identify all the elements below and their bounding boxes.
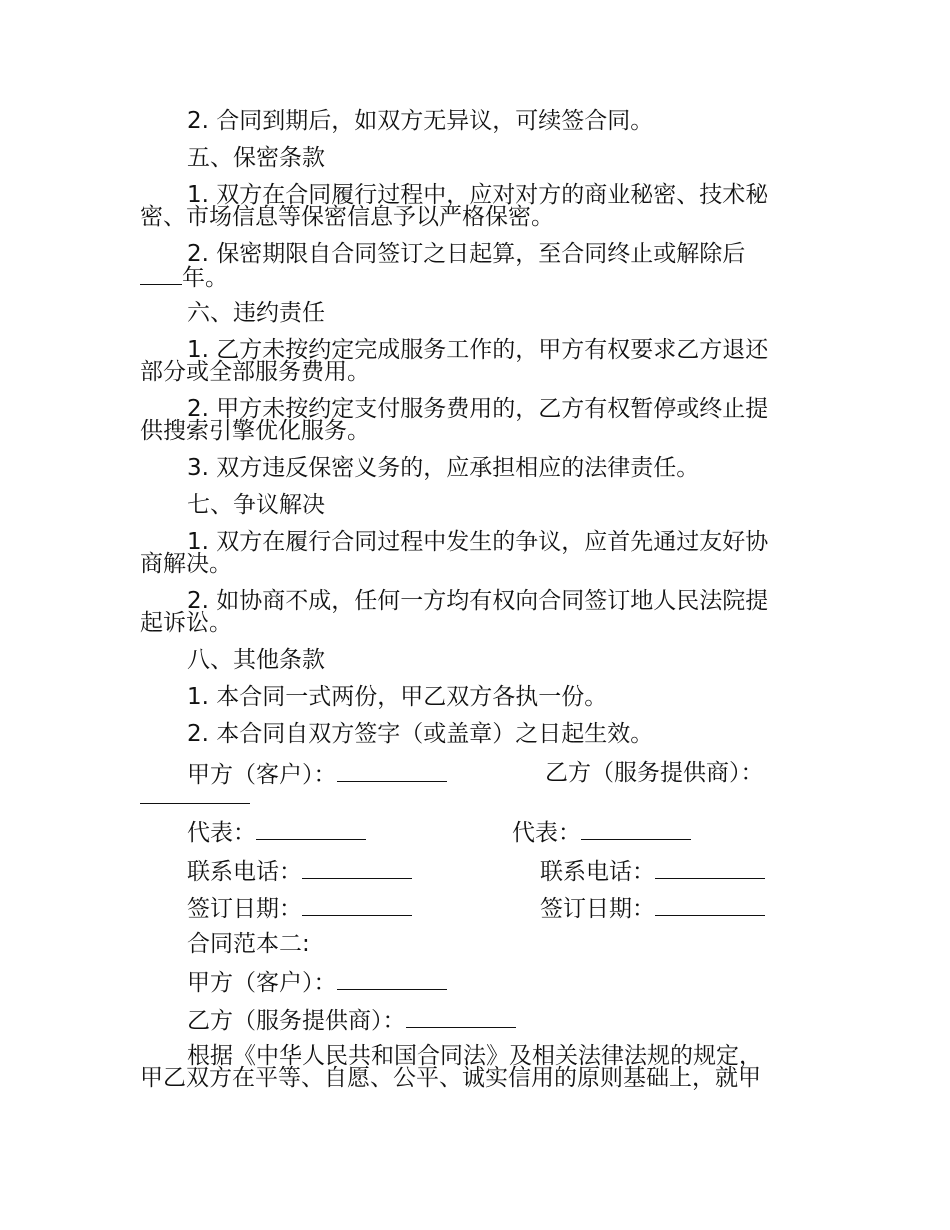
- template-two-party-a: 甲方（客户）：: [187, 967, 447, 997]
- phone-b: 联系电话：: [540, 856, 765, 886]
- clause-5-2-line1: 2. 保密期限自合同签订之日起算，至合同终止或解除后: [187, 241, 746, 267]
- clause-5-1-line1: 1. 双方在合同履行过程中，应对对方的商业秘密、技术秘: [187, 182, 769, 208]
- phone-a: 联系电话：: [187, 856, 412, 886]
- clause-6-1-line1: 1. 乙方未按约定完成服务工作的，甲方有权要求乙方退还: [187, 337, 769, 363]
- clause-8-2: 2. 本合同自双方签字（或盖章）之日起生效。: [187, 721, 654, 747]
- date-b: 签订日期：: [540, 893, 765, 923]
- blank-line: [140, 262, 182, 285]
- blank-line: [655, 856, 765, 879]
- blank-line: [302, 893, 412, 916]
- blank-line: [655, 893, 765, 916]
- section-7-heading: 七、争议解决: [187, 492, 325, 518]
- blank-line: [337, 967, 447, 990]
- clause-4-2: 2. 合同到期后，如双方无异议，可续签合同。: [187, 108, 654, 134]
- clause-7-1-line1: 1. 双方在履行合同过程中发生的争议，应首先通过友好协: [187, 529, 769, 555]
- template-two-heading: 合同范本二:: [187, 931, 310, 957]
- clause-8-1: 1. 本合同一式两份，甲乙双方各执一份。: [187, 684, 608, 710]
- template-two-party-b: 乙方（服务提供商）：: [187, 1005, 516, 1035]
- clause-6-3: 3. 双方违反保密义务的，应承担相应的法律责任。: [187, 455, 700, 481]
- clause-5-2-line2: 年。: [140, 262, 228, 292]
- blank-line: [406, 1005, 516, 1028]
- clause-6-1-line2: 部分或全部服务费用。: [140, 359, 370, 385]
- party-a-signature: 甲方（客户）：: [187, 759, 447, 789]
- clause-7-2-line1: 2. 如协商不成，任何一方均有权向合同签订地人民法院提: [187, 588, 769, 614]
- template-two-intro-line2: 甲乙双方在平等、自愿、公平、诚实信用的原则基础上，就甲: [140, 1065, 761, 1091]
- blank-line: [302, 856, 412, 879]
- party-b-signature: 乙方（服务提供商）：: [545, 760, 764, 786]
- clause-7-1-line2: 商解决。: [140, 551, 232, 577]
- rep-a: 代表：: [187, 817, 366, 847]
- clause-6-2-line1: 2. 甲方未按约定支付服务费用的，乙方有权暂停或终止提: [187, 396, 769, 422]
- clause-5-1-line2: 密、市场信息等保密信息予以严格保密。: [140, 204, 554, 230]
- section-8-heading: 八、其他条款: [187, 647, 325, 673]
- blank-line: [140, 781, 250, 804]
- party-b-blank: [140, 781, 250, 811]
- template-two-intro-line1: 根据《中华人民共和国合同法》及相关法律法规的规定，: [187, 1043, 762, 1069]
- clause-6-2-line2: 供搜索引擎优化服务。: [140, 418, 370, 444]
- blank-line: [581, 817, 691, 840]
- clause-7-2-line2: 起诉讼。: [140, 610, 232, 636]
- rep-b: 代表：: [512, 817, 691, 847]
- blank-line: [256, 817, 366, 840]
- section-5-heading: 五、保密条款: [187, 145, 325, 171]
- section-6-heading: 六、违约责任: [187, 300, 325, 326]
- blank-line: [337, 759, 447, 782]
- date-a: 签订日期：: [187, 893, 412, 923]
